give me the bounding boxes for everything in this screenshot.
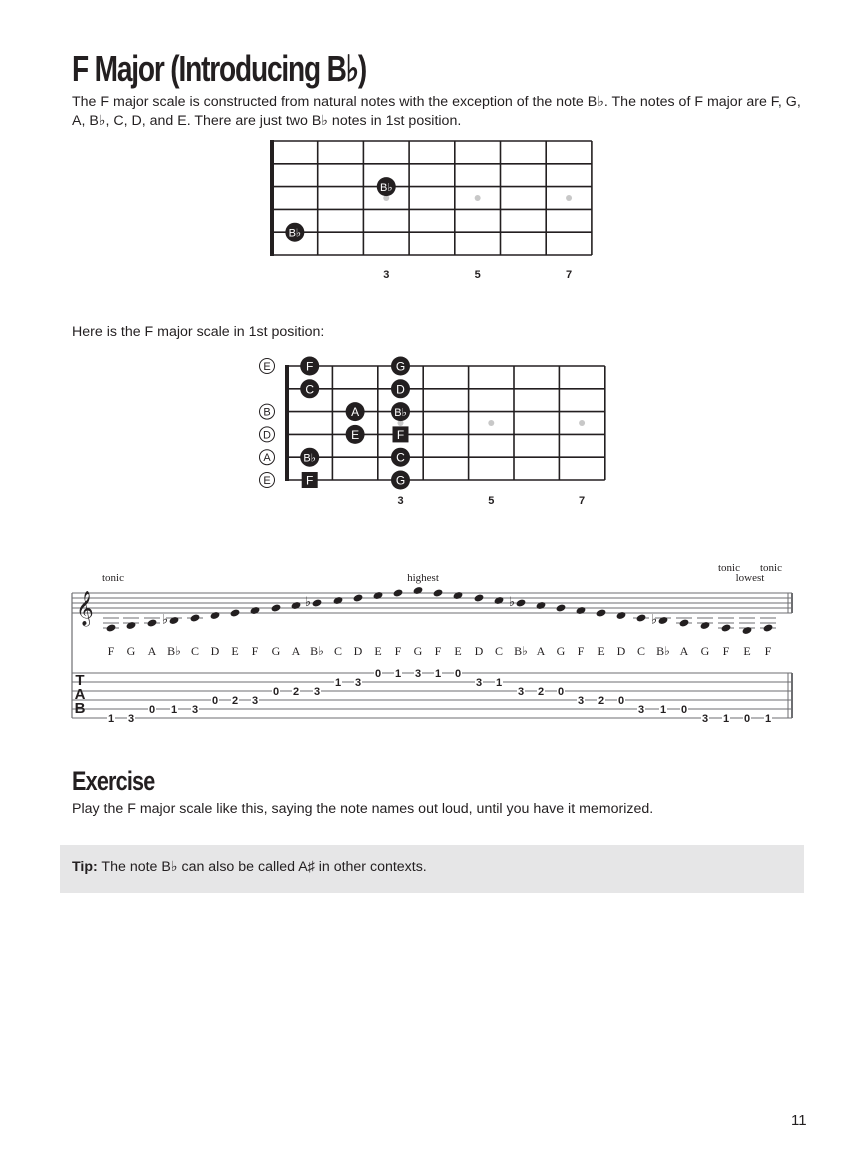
note-label: D bbox=[396, 382, 405, 397]
note-head bbox=[658, 616, 669, 625]
note-label: B♭ bbox=[303, 452, 316, 465]
note-name: F bbox=[434, 644, 442, 658]
note-label: B♭ bbox=[379, 182, 393, 195]
note-name: D bbox=[353, 644, 363, 658]
note-head bbox=[250, 606, 261, 615]
tab-fret-number: 3 bbox=[251, 695, 259, 707]
note-name: G bbox=[700, 644, 710, 658]
note-head bbox=[413, 586, 424, 595]
note-name: D bbox=[474, 644, 484, 658]
flat-icon: ♭ bbox=[304, 595, 312, 610]
note-name: F bbox=[251, 644, 259, 658]
tip-label: Tip: bbox=[72, 859, 98, 875]
tab-fret-number: 3 bbox=[517, 686, 525, 698]
note-label: F bbox=[306, 359, 314, 374]
tab-fret-number: 1 bbox=[764, 713, 772, 725]
note-name: A bbox=[291, 644, 301, 658]
tab-fret-number: 0 bbox=[680, 704, 688, 716]
note-head bbox=[636, 613, 647, 622]
note-head bbox=[126, 621, 137, 630]
note-name: F bbox=[107, 644, 115, 658]
treble-clef-icon: 𝄞 bbox=[76, 591, 94, 626]
note-head bbox=[353, 593, 364, 602]
note-name: D bbox=[616, 644, 626, 658]
tip-text bbox=[72, 859, 427, 875]
note-head bbox=[190, 613, 201, 622]
note-name: E bbox=[374, 644, 382, 658]
note-head bbox=[742, 626, 753, 635]
note-name: G bbox=[271, 644, 281, 658]
tab-fret-number: 1 bbox=[394, 668, 402, 680]
tab-fret-number: 1 bbox=[170, 704, 178, 716]
page-title: F Major (Introducing B♭) bbox=[72, 48, 367, 89]
scale-intro-text: Here is the F major scale in 1st position: bbox=[72, 324, 325, 340]
tip-body: The note B♭ can also be called A♯ in other contexts. bbox=[97, 859, 427, 875]
note-name: G bbox=[413, 644, 423, 658]
open-string-label: D bbox=[263, 429, 271, 442]
tab-fret-number: 3 bbox=[637, 704, 645, 716]
note-name: F bbox=[394, 644, 402, 658]
tab-fret-number: 2 bbox=[231, 695, 239, 707]
note-head bbox=[106, 623, 117, 632]
note-name: C bbox=[333, 644, 343, 658]
annotation-label: highest bbox=[407, 572, 439, 584]
note-label: A bbox=[351, 405, 360, 420]
tab-fret-number: 2 bbox=[292, 686, 300, 698]
flat-icon: ♭ bbox=[508, 595, 516, 610]
note-name: C bbox=[190, 644, 200, 658]
tab-fret-number: 3 bbox=[127, 713, 135, 725]
note-name: D bbox=[210, 644, 220, 658]
flat-icon: ♭ bbox=[161, 612, 169, 628]
annotation-label: tonic bbox=[760, 562, 782, 574]
note-label: E bbox=[351, 427, 360, 442]
note-name: C bbox=[494, 644, 504, 658]
note-name: E bbox=[231, 644, 239, 658]
page-number: 11 bbox=[791, 1112, 807, 1129]
note-label: F bbox=[306, 473, 314, 488]
note-name: F bbox=[722, 644, 730, 658]
tab-clef-letter: B bbox=[74, 700, 86, 717]
note-head bbox=[169, 616, 180, 625]
note-head bbox=[596, 608, 607, 617]
note-name: E bbox=[597, 644, 605, 658]
note-head bbox=[536, 601, 547, 610]
tab-fret-number: 0 bbox=[557, 686, 565, 698]
tab-fret-number: 0 bbox=[211, 695, 219, 707]
tab-fret-number: 2 bbox=[537, 686, 545, 698]
tab-fret-number: 3 bbox=[577, 695, 585, 707]
note-head bbox=[474, 593, 485, 602]
tab-fret-number: 1 bbox=[495, 677, 503, 689]
tab-fret-number: 3 bbox=[701, 713, 709, 725]
note-head bbox=[373, 591, 384, 600]
note-head bbox=[494, 596, 505, 605]
fret-number: 7 bbox=[565, 269, 573, 281]
note-name: E bbox=[743, 644, 751, 658]
tab-clef-letter: T bbox=[75, 672, 85, 689]
fret-number: 5 bbox=[474, 269, 481, 281]
note-label: G bbox=[395, 473, 406, 488]
tab-fret-number: 3 bbox=[313, 686, 321, 698]
tab-fret-number: 1 bbox=[107, 713, 115, 725]
tab-fret-number: 0 bbox=[374, 668, 382, 680]
tab-fret-number: 0 bbox=[743, 713, 751, 725]
note-head bbox=[230, 608, 241, 617]
note-head bbox=[312, 598, 323, 607]
tab-fret-number: 1 bbox=[434, 668, 442, 680]
tab-fret-number: 3 bbox=[414, 668, 422, 680]
tab-fret-number: 2 bbox=[597, 695, 605, 707]
note-name: B♭ bbox=[514, 644, 528, 658]
note-head bbox=[291, 601, 302, 610]
open-string-label: E bbox=[263, 361, 271, 373]
fret-number: 5 bbox=[488, 495, 495, 507]
annotation-label: tonic bbox=[102, 572, 124, 584]
intro-paragraph: The F major scale is constructed from natural notes with the exception of the note B♭. The notes of F major are F, G, A, B♭, C, D, and E. There are just two B♭ notes in 1st position. bbox=[72, 94, 801, 129]
note-head bbox=[616, 611, 627, 620]
tip-box bbox=[60, 845, 804, 893]
exercise-heading: Exercise bbox=[72, 766, 155, 796]
open-string-label: B bbox=[263, 406, 271, 419]
note-head bbox=[393, 588, 404, 597]
note-name: A bbox=[536, 644, 546, 658]
tab-fret-number: 3 bbox=[475, 677, 483, 689]
note-name: B♭ bbox=[656, 644, 670, 658]
note-label: C bbox=[305, 382, 315, 397]
note-head bbox=[516, 598, 527, 607]
exercise-text: Play the F major scale like this, saying the note names out loud, until you have it memorized. bbox=[72, 801, 654, 817]
note-head bbox=[700, 621, 711, 630]
fret-number: 7 bbox=[579, 495, 586, 507]
note-label: G bbox=[395, 359, 406, 374]
flat-icon: ♭ bbox=[650, 612, 658, 628]
note-head bbox=[556, 603, 567, 612]
note-head bbox=[763, 623, 774, 632]
note-head bbox=[271, 603, 282, 612]
tab-fret-number: 3 bbox=[354, 677, 362, 689]
note-name: C bbox=[636, 644, 646, 658]
note-label: C bbox=[396, 450, 405, 465]
note-head bbox=[433, 588, 444, 597]
note-name: G bbox=[126, 644, 136, 658]
tab-fret-number: 0 bbox=[148, 704, 156, 716]
annotation-label: lowest bbox=[735, 572, 765, 584]
fret-number: 3 bbox=[383, 269, 390, 281]
open-string-label: E bbox=[263, 475, 271, 487]
note-label: B♭ bbox=[394, 407, 407, 420]
note-head bbox=[576, 606, 587, 615]
note-name: F bbox=[764, 644, 772, 658]
note-name: G bbox=[556, 644, 566, 658]
annotation-label: tonic bbox=[718, 562, 740, 574]
tab-fret-number: 3 bbox=[191, 704, 199, 716]
note-label: F bbox=[396, 427, 405, 442]
tab-clef-letter: A bbox=[74, 686, 86, 703]
open-string-label: A bbox=[263, 452, 271, 465]
note-head bbox=[679, 618, 690, 627]
note-name: A bbox=[147, 644, 157, 658]
fret-number: 3 bbox=[397, 495, 404, 507]
note-head bbox=[210, 611, 221, 620]
note-name: E bbox=[454, 644, 462, 658]
note-label: B♭ bbox=[288, 227, 302, 240]
tab-fret-number: 0 bbox=[454, 668, 462, 680]
note-name: B♭ bbox=[310, 644, 324, 658]
note-head bbox=[721, 623, 732, 632]
note-head bbox=[147, 618, 158, 627]
tab-fret-number: 1 bbox=[659, 704, 667, 716]
note-name: A bbox=[679, 644, 689, 658]
tab-fret-number: 0 bbox=[272, 686, 280, 698]
tab-fret-number: 1 bbox=[722, 713, 730, 725]
note-head bbox=[453, 591, 464, 600]
note-name: B♭ bbox=[167, 644, 181, 658]
note-name: F bbox=[577, 644, 585, 658]
note-head bbox=[333, 596, 344, 605]
tab-fret-number: 1 bbox=[334, 677, 342, 689]
tab-fret-number: 0 bbox=[617, 695, 625, 707]
